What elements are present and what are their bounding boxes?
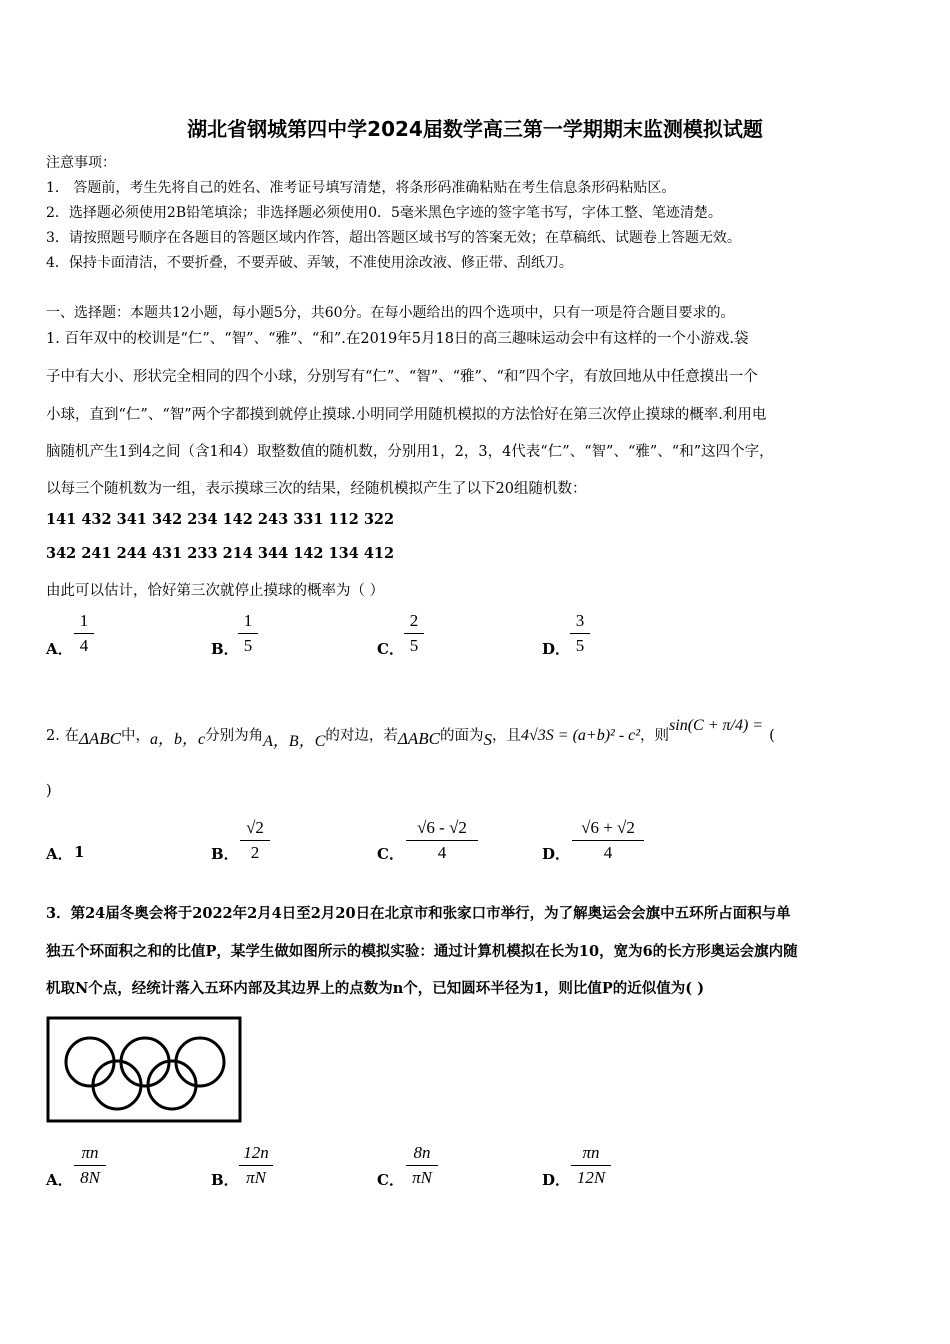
option-value: 1: [74, 843, 85, 861]
option-label: C．: [377, 640, 404, 658]
option-label: A．: [46, 1171, 73, 1189]
q1-data: 342 241 244 431 233 214 344 142 134 412: [46, 545, 395, 562]
option-label: C．: [377, 845, 404, 863]
notice-heading: 注意事项：: [46, 155, 116, 171]
option-fraction: 8n πN: [406, 1143, 438, 1188]
option-fraction: 2 5: [404, 611, 424, 656]
q3-line: 独五个环面积之和的比值P，某学生做如图所示的模拟实验：通过计算机模拟在长为10，宽为6的长方形奥运会旗内随: [46, 943, 798, 960]
option-fraction: √2 2: [240, 818, 270, 863]
option-label: D．: [542, 1171, 571, 1189]
option-fraction: √6 - √2 4: [406, 818, 478, 863]
page-title: 湖北省钢城第四中学2024届数学高三第一学期期末监测模拟试题: [187, 117, 763, 141]
section-heading: 一、选择题：本题共12小题，每小题5分，共60分。在每小题给出的四个选项中，只有一项是符合题目要求的。: [46, 305, 735, 321]
q1-ask: 由此可以估计，恰好第三次就停止摸球的概率为（ ）: [46, 583, 385, 599]
olympic-flag-figure: [44, 1014, 244, 1124]
q1-line: 脑随机产生1到4之间（含1和4）取整数值的随机数，分别用1，2，3，4代表“仁”、“智”、“雅”、“和”这四个字，: [46, 444, 774, 460]
option-label: D．: [542, 845, 571, 863]
option-fraction: πn 8N: [74, 1143, 106, 1188]
option-label: D．: [542, 640, 571, 658]
q1-line: 子中有大小、形状完全相同的四个小球，分别写有“仁”、“智”、“雅”、“和”四个字，有放回地从中任意摸出一个: [46, 369, 758, 385]
q2-stem: 2. 在ΔABC中，a，b，c分别为角A，B，C的对边，若ΔABC的面为S，且4√3S = (a+b)² - c²，则sin(C + π/4) =(: [46, 717, 775, 750]
option-fraction: 12n πN: [239, 1143, 273, 1188]
option-label: A．: [46, 640, 73, 658]
q3-line: 3．第24届冬奥会将于2022年2月4日至2月20日在北京市和张家口市举行，为了解奥运会会旗中五环所占面积与单: [46, 905, 791, 922]
option-label: B．: [211, 845, 239, 863]
option-label: B．: [211, 640, 239, 658]
notice-item: 2．选择题必须使用2B铅笔填涂；非选择题必须使用0．5毫米黑色字迹的签字笔书写，字体工整、笔迹清楚。: [46, 205, 722, 221]
q1-line: 小球，直到“仁”、“智”两个字都摸到就停止摸球.小明同学用随机模拟的方法恰好在第三次停止摸球的概率.利用电: [46, 407, 767, 423]
option-fraction: √6 + √2 4: [572, 818, 644, 863]
q1-line: 以每三个随机数为一组，表示摸球三次的结果，经随机模拟产生了以下20组随机数：: [46, 481, 587, 497]
option-fraction: 3 5: [570, 611, 590, 656]
notice-item: 1． 答题前，考生先将自己的姓名、准考证号填写清楚，将条形码准确粘贴在考生信息条形码粘贴区。: [46, 180, 676, 196]
option-label: A．: [46, 845, 73, 863]
q1-data: 141 432 341 342 234 142 243 331 112 322: [46, 511, 395, 528]
option-label: C．: [377, 1171, 404, 1189]
notice-item: 4．保持卡面清洁，不要折叠，不要弄破、弄皱，不准使用涂改液、修正带、刮纸刀。: [46, 255, 573, 271]
option-fraction: 1 5: [238, 611, 258, 656]
q2-close: ): [46, 783, 52, 799]
q1-line: 1. 百年双中的校训是“仁”、“智”、“雅”、“和”.在2019年5月18日的高三趣味运动会中有这样的一个小游戏.袋: [46, 331, 749, 347]
option-fraction: πn 12N: [571, 1143, 611, 1188]
option-label: B．: [211, 1171, 239, 1189]
option-fraction: 1 4: [74, 611, 94, 656]
notice-item: 3．请按照题号顺序在各题目的答题区域内作答，超出答题区域书写的答案无效；在草稿纸、试题卷上答题无效。: [46, 230, 741, 246]
q3-line: 机取N个点，经统计落入五环内部及其边界上的点数为n个，已知圆环半径为1，则比值P的近似值为( ): [46, 980, 705, 997]
